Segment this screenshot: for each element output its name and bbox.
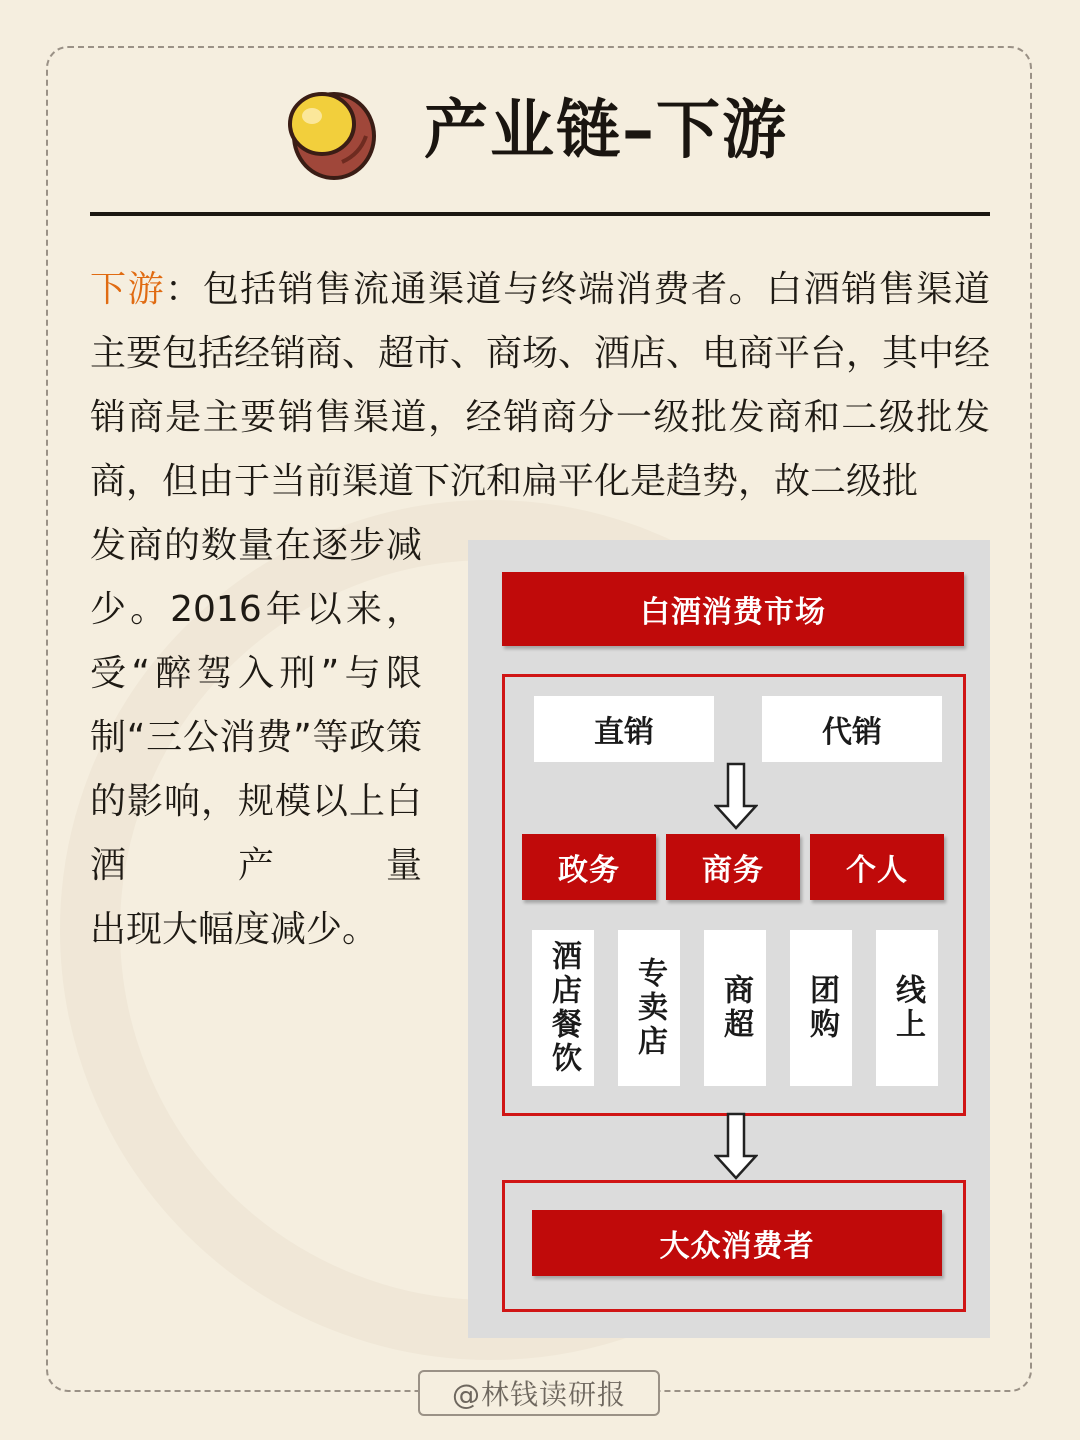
sales-channel-diagram [468, 540, 990, 1338]
segment-individual: 个人 [810, 834, 944, 900]
chestnut-icon [282, 84, 378, 180]
outlet-supermarket: 商超 [704, 930, 766, 1086]
outlet-hotel-catering: 酒店餐饮 [532, 930, 594, 1086]
intro-paragraph [90, 258, 990, 514]
outlet-specialty-store: 专卖店 [618, 930, 680, 1086]
channel-direct: 直销 [534, 696, 714, 762]
page-header [0, 80, 1080, 190]
segment-business: 商务 [666, 834, 800, 900]
intro-paragraph-continued [90, 514, 422, 962]
outlet-group-purchase: 团购 [790, 930, 852, 1086]
page-title: 产业链–下游 [424, 94, 788, 168]
market-header: 白酒消费市场 [502, 572, 964, 646]
intro-cont-text: 发商的数量在逐步减少。2016年以来，受“醉驾入刑”与限制“三公消费”等政策的影响，规模以上白酒产量 [90, 525, 422, 886]
intro-cont-last-line: 出现大幅度减少。 [90, 909, 379, 950]
mass-consumers: 大众消费者 [532, 1210, 942, 1276]
down-arrow-icon [714, 762, 758, 832]
author-handle: @林钱读研报 [418, 1370, 660, 1416]
keyword-colon: ： [165, 269, 203, 310]
intro-text: 包括销售流通渠道与终端消费者。白酒销售渠道主要包括经销商、超市、商场、酒店、电商平台，其中经销商是主要销售渠道，经销商分一级批发商和二级批发商，但由于当前渠道下沉和扁平化是趋势，故二级批 [90, 269, 991, 502]
segment-government: 政务 [522, 834, 656, 900]
down-arrow-icon [714, 1112, 758, 1182]
channel-agency: 代销 [762, 696, 942, 762]
title-divider [90, 212, 990, 216]
outlet-online: 线上 [876, 930, 938, 1086]
keyword-label: 下游 [90, 269, 166, 310]
